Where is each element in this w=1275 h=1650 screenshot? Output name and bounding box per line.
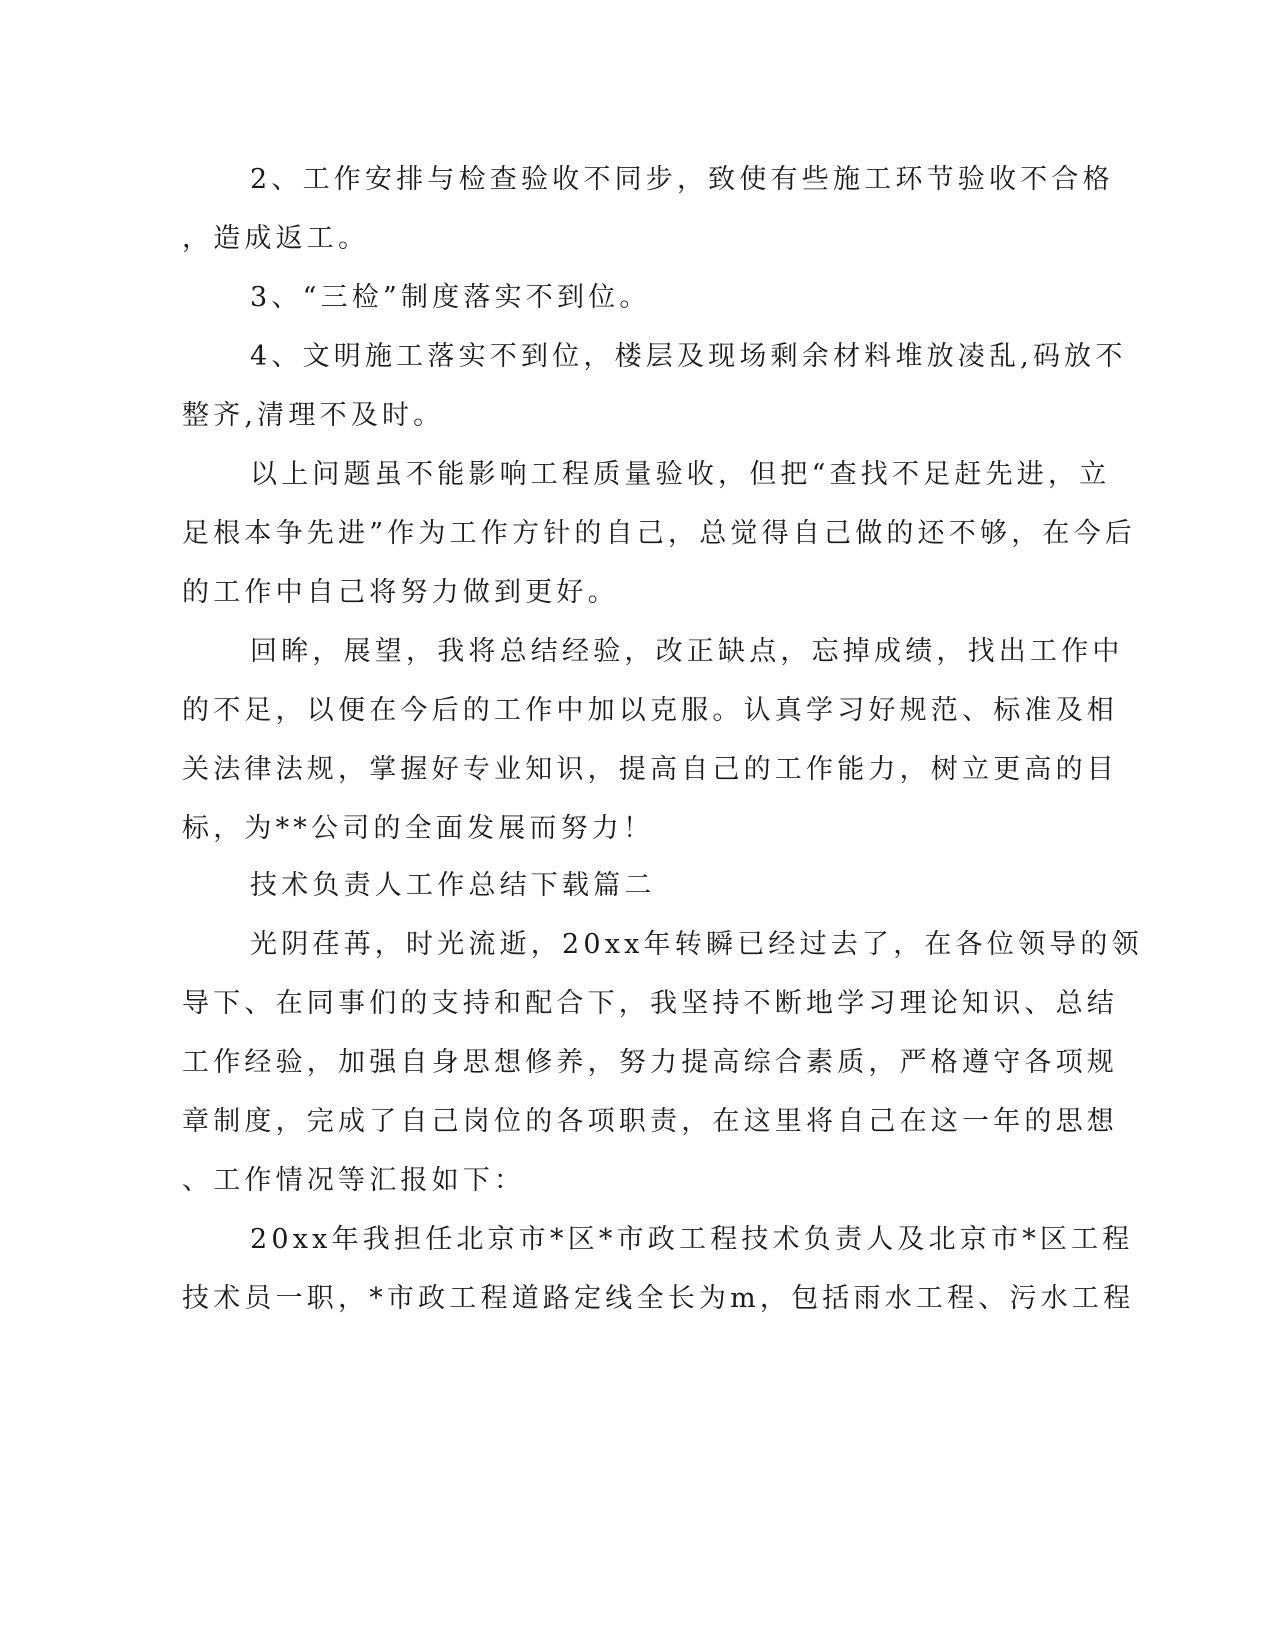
paragraph-line: ，造成返工。 — [182, 223, 370, 254]
paragraph-line: 的不足，以便在今后的工作中加以克服。认真学习好规范、标准及相 — [182, 695, 1118, 726]
paragraph-line: 标，为**公司的全面发展而努力！ — [182, 813, 655, 844]
paragraph-line: 的工作中自己将努力做到更好。 — [182, 577, 619, 608]
paragraph-line: 工作经验，加强自身思想修养，努力提高综合素质，严格遵守各项规 — [182, 1047, 1118, 1078]
paragraph-line: 、工作情况等汇报如下： — [182, 1165, 526, 1196]
paragraph-line: 章制度，完成了自己岗位的各项职责，在这里将自己在这一年的思想 — [182, 1106, 1118, 1137]
paragraph-line: 2、工作安排与检查验收不同步，致使有些施工环节验收不合格 — [250, 164, 1114, 195]
section-heading: 技术负责人工作总结下载篇二 — [250, 870, 656, 901]
paragraph-line: 整齐,清理不及时。 — [182, 400, 445, 431]
paragraph-line: 技术员一职，*市政工程道路定线全长为m，包括雨水工程、污水工程 — [182, 1283, 1135, 1314]
paragraph-line: 光阴荏苒，时光流逝，20xx年转瞬已经过去了，在各位领导的领 — [250, 929, 1143, 960]
paragraph-line: 关法律法规，掌握好专业知识，提高自己的工作能力，树立更高的目 — [182, 754, 1118, 785]
paragraph-line: 导下、在同事们的支持和配合下，我坚持不断地学习理论知识、总结 — [182, 988, 1118, 1019]
paragraph-line: 以上问题虽不能影响工程质量验收，但把“查找不足赶先进，立 — [250, 459, 1111, 490]
paragraph-line: 20xx年我担任北京市*区*市政工程技术负责人及北京市*区工程 — [250, 1224, 1134, 1255]
paragraph-line: 回眸，展望，我将总结经验，改正缺点，忘掉成绩，找出工作中 — [250, 636, 1124, 667]
paragraph-line: 4、文明施工落实不到位，楼层及现场剩余材料堆放凌乱,码放不 — [250, 341, 1127, 372]
paragraph-line: 足根本争先进”作为工作方针的自己，总觉得自己做的还不够，在今后 — [182, 518, 1137, 549]
paragraph-line: 3、“三检”制度落实不到位。 — [250, 282, 651, 313]
